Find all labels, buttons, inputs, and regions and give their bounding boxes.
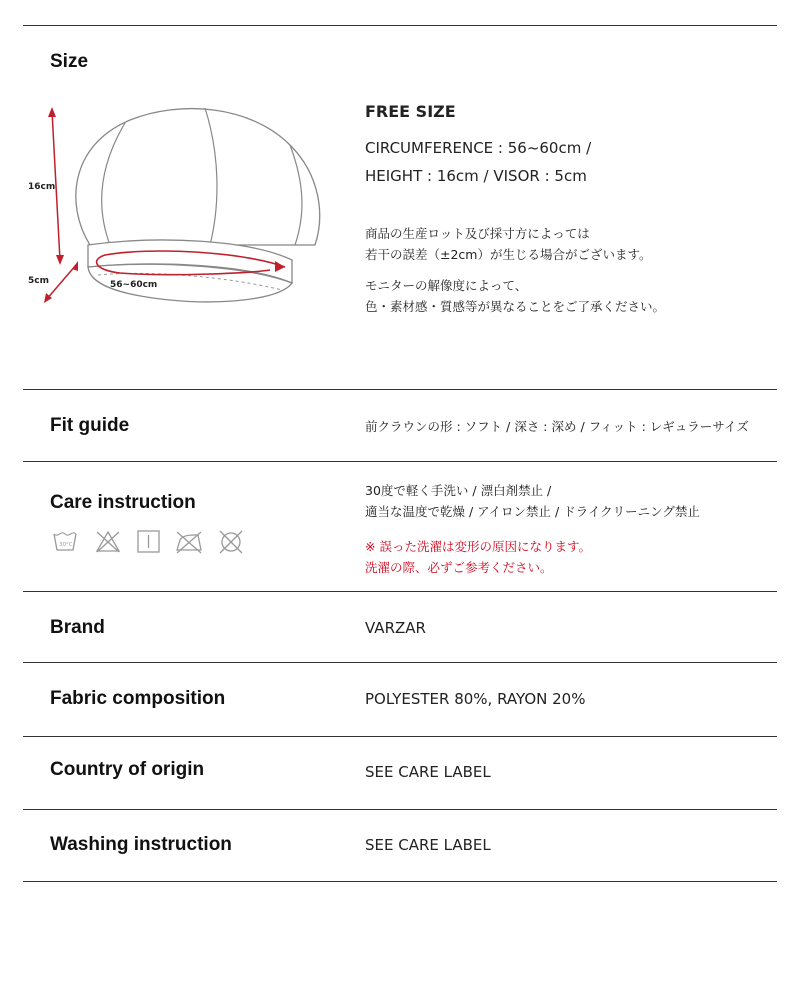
fit-guide-label: Fit guide — [50, 415, 130, 436]
fabric-composition-label: Fabric composition — [50, 688, 226, 709]
size-note-2-line-1: モニターの解像度によって、 — [365, 278, 528, 293]
divider-after-fit — [23, 461, 777, 462]
country-of-origin-value: SEE CARE LABEL — [365, 763, 491, 781]
care-warning-1: ※ 誤った洗濯は変形の原因になります。 — [365, 539, 591, 554]
brand-label: Brand — [50, 617, 105, 638]
no-iron-icon — [174, 529, 204, 555]
bottom-divider — [23, 881, 777, 882]
size-note-1-line-2: 若干の誤差（±2cm）が生じる場合がございます。 — [365, 247, 652, 262]
care-line-2: 適当な温度で乾燥 / アイロン禁止 / ドライクリーニング禁止 — [365, 504, 700, 519]
no-bleach-icon — [94, 529, 122, 555]
measure-line-1: CIRCUMFERENCE : 56~60cm / — [365, 139, 592, 157]
hand-wash-icon — [52, 529, 80, 555]
divider-after-size — [23, 389, 777, 390]
measure-line-2: HEIGHT : 16cm / VISOR : 5cm — [365, 167, 587, 185]
visor-measure-label: 5cm — [28, 276, 49, 286]
divider-after-brand — [23, 662, 777, 663]
washing-instruction-value: SEE CARE LABEL — [365, 836, 491, 854]
divider-after-care — [23, 591, 777, 592]
divider-after-origin — [23, 809, 777, 810]
cap-size-diagram — [20, 95, 340, 335]
height-measure-label: 16cm — [28, 182, 56, 192]
fabric-composition-value: POLYESTER 80%, RAYON 20% — [365, 690, 586, 708]
size-note-2-line-2: 色・素材感・質感等が異なることをご了承ください。 — [365, 299, 666, 314]
washing-instruction-label: Washing instruction — [50, 834, 232, 855]
size-label: Size — [50, 51, 89, 72]
care-warning-2: 洗濯の際、必ずご参考ください。 — [365, 560, 553, 575]
top-divider — [23, 25, 777, 26]
divider-after-fabric — [23, 736, 777, 737]
country-of-origin-label: Country of origin — [50, 759, 205, 780]
line-dry-icon — [135, 529, 163, 555]
fit-guide-value: 前クラウンの形 : ソフト / 深さ : 深め / フィット : レギュラーサイズ — [365, 419, 749, 434]
wash-temp-label: 30°C — [59, 542, 73, 548]
brand-value: VARZAR — [365, 619, 426, 637]
care-icons-row — [52, 529, 252, 555]
care-line-1: 30度で軽く手洗い / 漂白剤禁止 / — [365, 483, 552, 498]
free-size-title: FREE SIZE — [365, 102, 456, 121]
size-note-1-line-1: 商品の生産ロット及び採寸方によっては — [365, 226, 590, 241]
circumference-measure-label: 56~60cm — [110, 280, 158, 290]
no-dry-clean-icon — [217, 529, 245, 555]
care-instruction-label: Care instruction — [50, 492, 196, 513]
